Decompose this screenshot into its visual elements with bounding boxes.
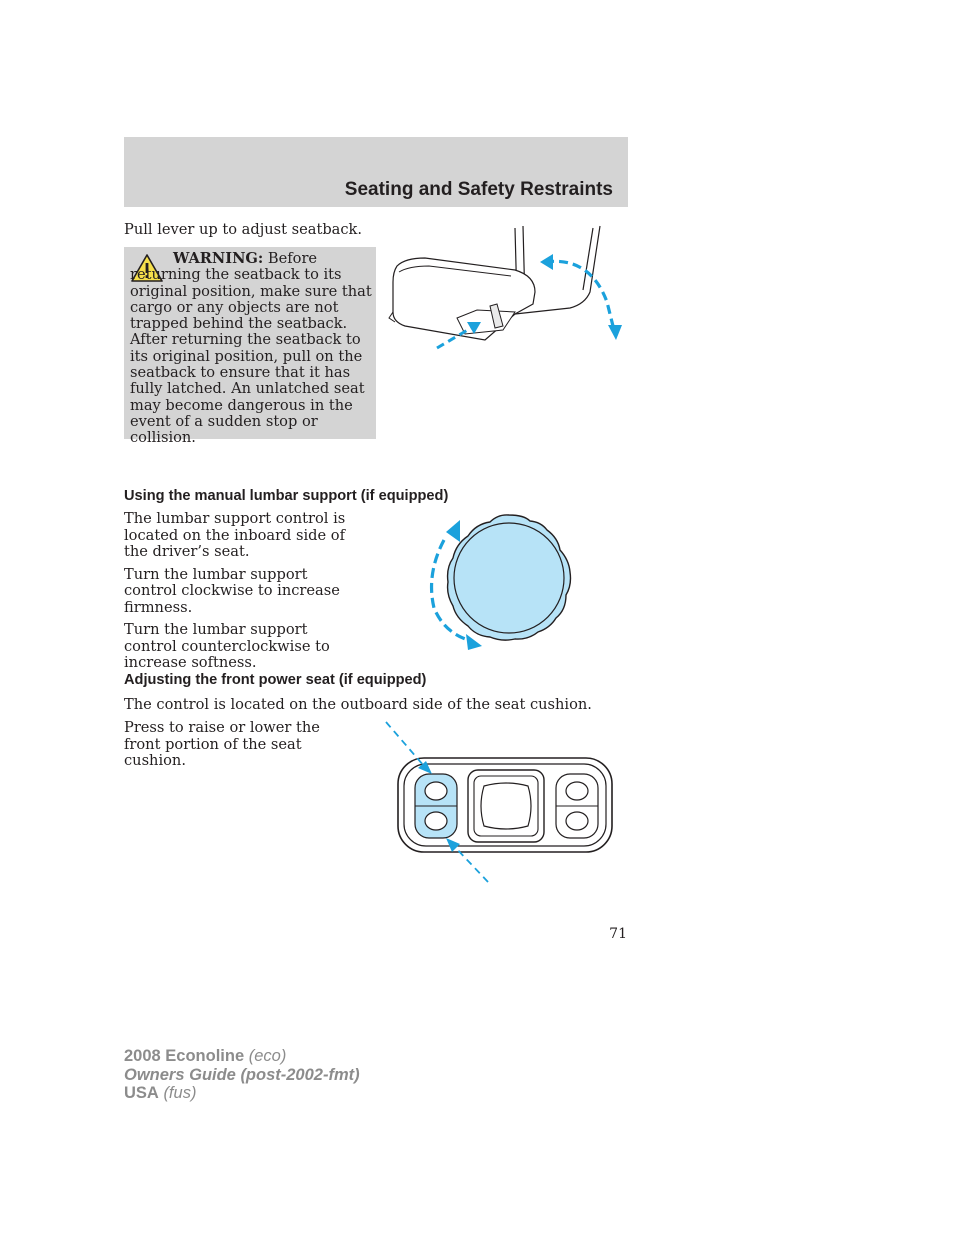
header-bar xyxy=(124,137,628,207)
footer-line-2 xyxy=(124,1066,360,1085)
seatback-lever-illustration xyxy=(385,222,630,352)
power-seat-heading: Adjusting the front power seat (if equipped) xyxy=(124,672,427,688)
lumbar-text xyxy=(124,511,364,678)
footer-market: USA xyxy=(124,1084,159,1102)
warning-text xyxy=(130,251,374,447)
footer-line-1 xyxy=(124,1047,360,1066)
warning-label: WARNING: xyxy=(173,250,264,267)
lumbar-knob-illustration xyxy=(420,510,580,652)
footer-model-code: (eco) xyxy=(248,1047,287,1065)
lumbar-para-2: Turn the lumbar support control clockwise to increase firmness. xyxy=(124,565,340,616)
footer-line-3 xyxy=(124,1084,360,1103)
footer-guide: Owners Guide (post-2002-fmt) xyxy=(124,1065,360,1084)
page-number: 71 xyxy=(609,926,627,942)
lumbar-heading: Using the manual lumbar support (if equipped) xyxy=(124,488,449,504)
page-title: Seating and Safety Restraints xyxy=(344,179,613,200)
power-seat-para-2: Press to raise or lower the front portion of the seat cushion. xyxy=(124,719,320,769)
warning-box xyxy=(124,247,376,447)
seatback-intro: Pull lever up to adjust seatback. xyxy=(124,221,363,238)
footer-model: 2008 Econoline xyxy=(124,1047,245,1065)
lumbar-para-1: The lumbar support control is located on the inboard side of the driver’s seat. xyxy=(124,510,346,560)
lumbar-para-3: Turn the lumbar support control counterclockwise to increase softness. xyxy=(124,621,330,671)
footer-market-code: (fus) xyxy=(163,1084,197,1102)
warning-body: Before returning the seatback to its original position, make sure that cargo or any objects are not trapped behind the seatback. After returning the seatback to its original position, pull on the seatback to ensure that it has fully latched. An unlatched seat may become dangerous in the event of a sudden stop or collision. xyxy=(130,250,372,447)
footer xyxy=(124,1047,360,1103)
power-seat-control-illustration xyxy=(384,718,624,886)
power-seat-para-1: The control is located on the outboard side of the seat cushion. xyxy=(124,696,592,713)
